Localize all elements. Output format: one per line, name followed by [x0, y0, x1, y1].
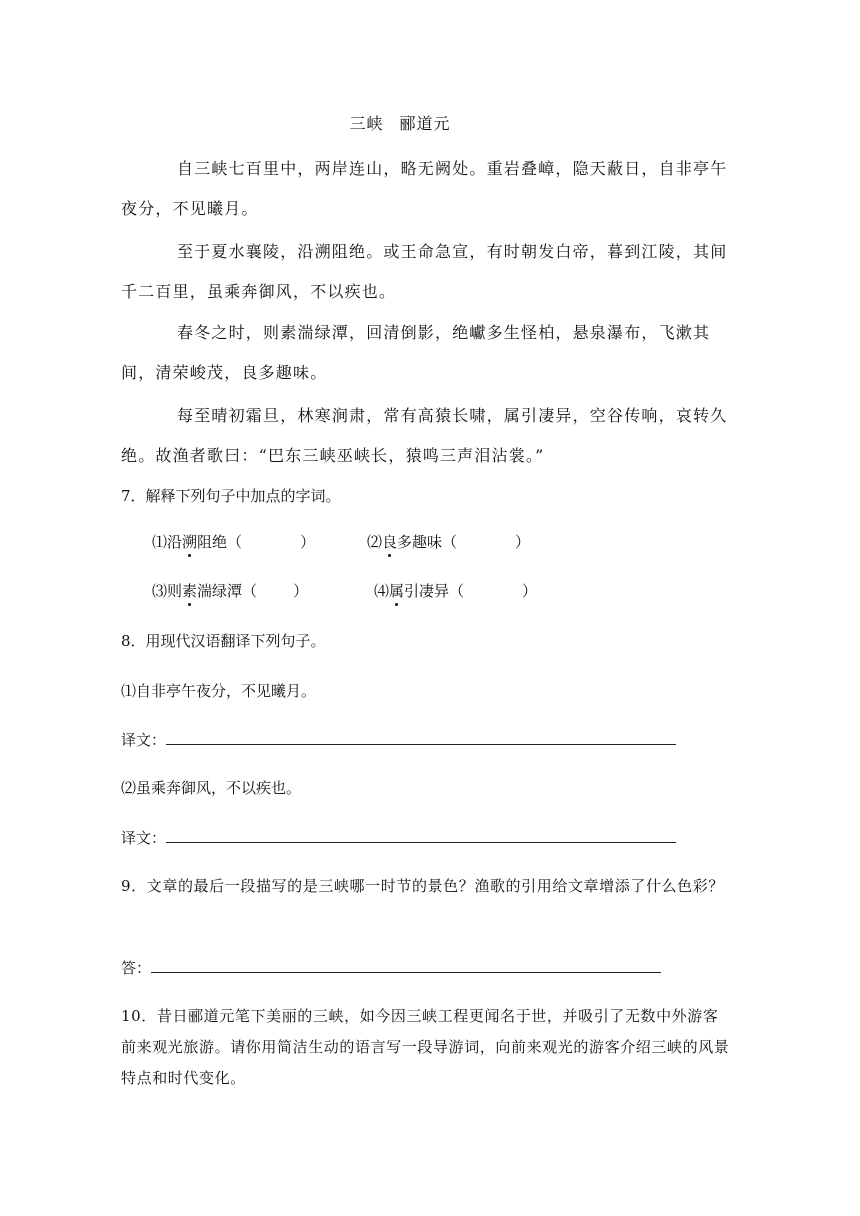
answer-label: 答：: [121, 959, 152, 977]
dotted-char: 属: [389, 582, 405, 600]
answer-label: 译文：: [121, 829, 167, 847]
q8-answer-1[interactable]: [121, 730, 676, 750]
q8-answer-2[interactable]: [121, 828, 676, 848]
passage-text-1: 自三峡七百里中，两岸连山，略无阙处。重岩叠嶂，隐天蔽日，自非亭午夜分，不见曦月。: [121, 159, 728, 218]
passage-paragraph-2: [121, 232, 733, 312]
q8-stem: 8．用现代汉语翻译下列句子。: [121, 632, 326, 650]
dotted-char: 良: [382, 533, 398, 551]
q7-item-2: ⑵良多趣味（ ）: [367, 533, 531, 551]
title-piece: 三峡: [349, 114, 384, 133]
passage-paragraph-3: [121, 313, 733, 393]
q8-sentence-2: ⑵虽乘奔御风，不以疾也。: [121, 779, 302, 797]
passage-text-2: 至于夏水襄陵，沿溯阻绝。或王命急宣，有时朝发白帝，暮到江陵，其间千二百里，虽乘奔御风，不以疾也。: [121, 242, 728, 301]
passage-text-3: 春冬之时，则素湍绿潭，回清倒影，绝巘多生怪柏，悬泉瀑布，飞漱其间，清荣峻茂，良多趣味。: [121, 323, 711, 382]
q8-sentence-1: ⑴自非亭午夜分，不见曦月。: [121, 682, 317, 700]
dotted-char: 素: [182, 582, 198, 600]
q7-item-3: ⑶则素湍绿潭（ ）: [152, 582, 309, 600]
page-title: [0, 111, 800, 134]
q7-stem: 7．解释下列句子中加点的字词。: [121, 487, 341, 505]
passage-paragraph-1: [121, 149, 733, 229]
passage-text-4: 每至晴初霜旦，林寒涧肃，常有高猿长啸，属引凄异，空谷传响，哀转久绝。故渔者歌曰：“巴东三峡巫峡长，猿鸣三声泪沾裳。”: [121, 406, 728, 465]
answer-line[interactable]: [151, 958, 661, 973]
dotted-char: 溯: [182, 533, 198, 551]
answer-line[interactable]: [166, 828, 676, 843]
answer-line[interactable]: [166, 730, 676, 745]
answer-label: 译文：: [121, 731, 167, 749]
title-author: 郦道元: [399, 114, 451, 133]
passage-paragraph-4: [121, 396, 733, 476]
q7-item-1: ⑴沿溯阻绝（ ）: [152, 533, 316, 551]
q9-answer[interactable]: [121, 958, 661, 978]
q7-item-4: ⑷属引凄异（ ）: [374, 582, 538, 600]
q9-stem: 9．文章的最后一段描写的是三峡哪一时节的景色？渔歌的引用给文章增添了什么色彩？: [121, 877, 724, 895]
q10-stem: 10．昔日郦道元笔下美丽的三峡，如今因三峡工程更闻名于世，并吸引了无数中外游客前来观光旅游。请你用简洁生动的语言写一段导游词，向前来观光的游客介绍三峡的风景特点和时代变化。: [121, 1007, 730, 1087]
